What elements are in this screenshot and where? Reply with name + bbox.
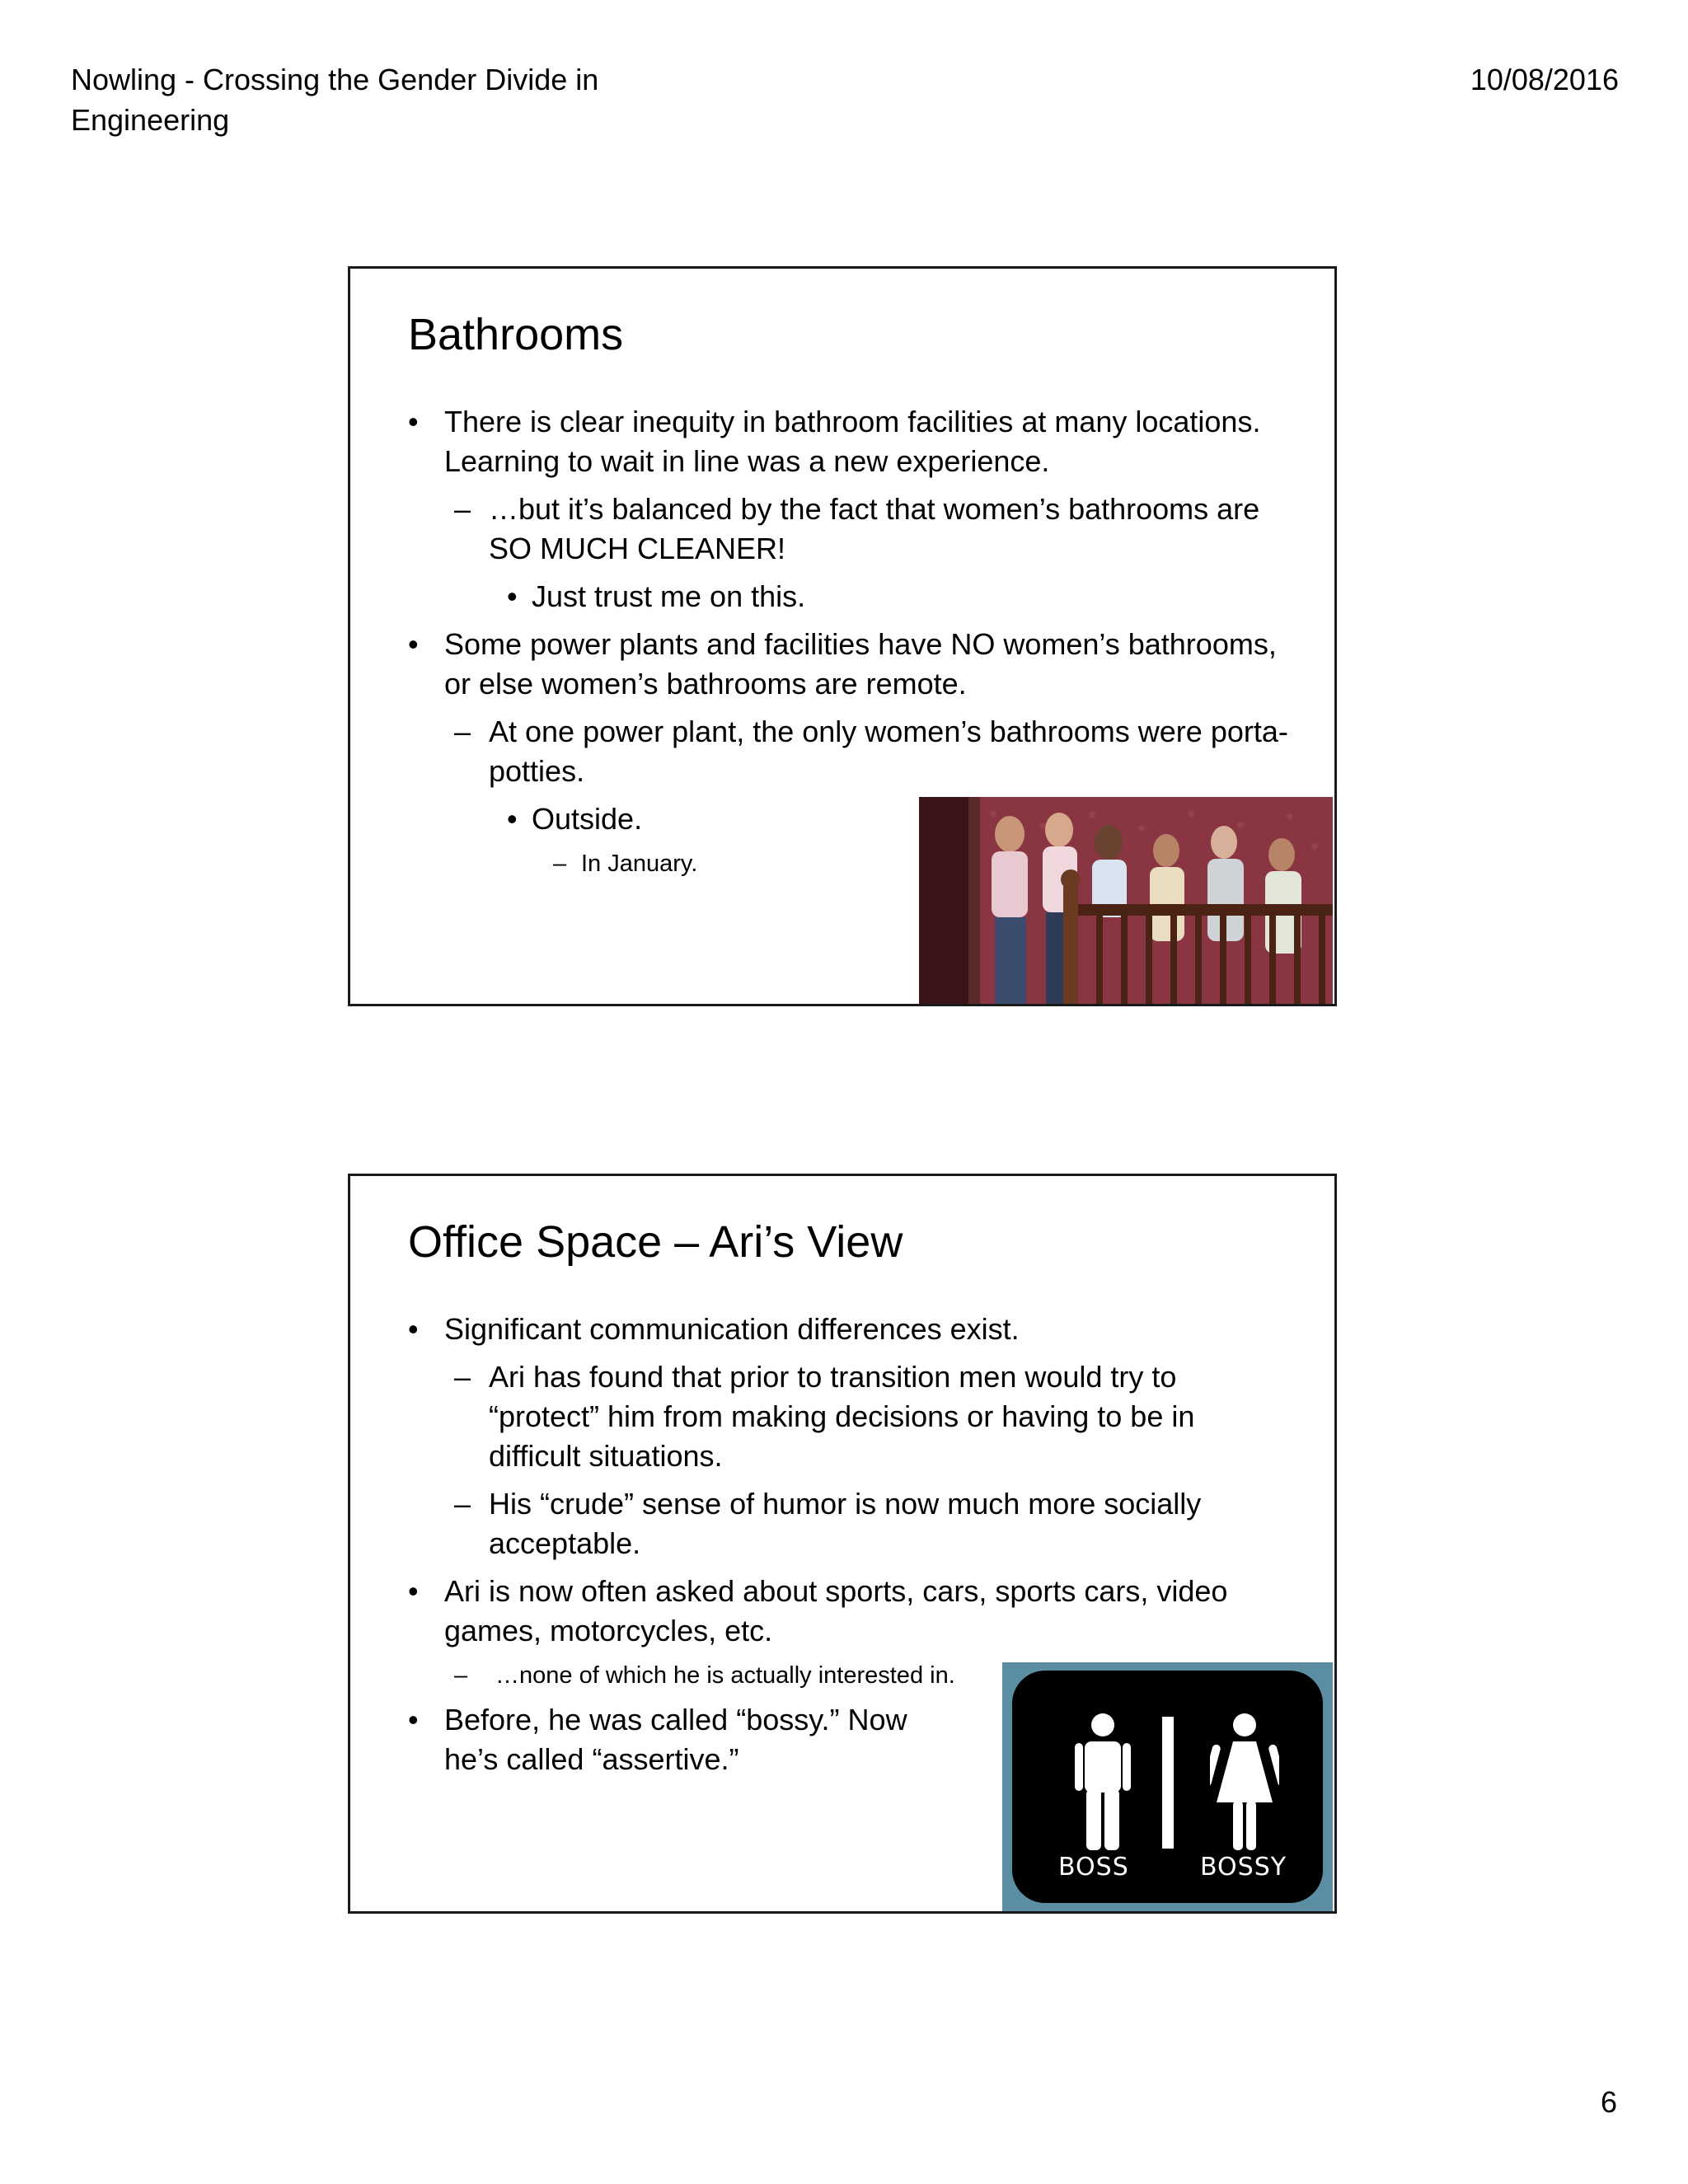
bullet-marker: –: [454, 715, 471, 748]
bullet-marker: •: [408, 1312, 419, 1346]
bullet-text: His “crude” sense of humor is now much more socially acceptable.: [489, 1487, 1202, 1560]
bullet-marker: –: [454, 1487, 471, 1521]
bullet-item: [408, 712, 1290, 791]
bullet-text: Just trust me on this.: [532, 579, 806, 613]
bullet-marker: •: [408, 627, 419, 661]
bullet-marker: •: [408, 405, 419, 438]
bullet-text: Ari has found that prior to transition men would try to “protect” him from making decisions or having to be in difficult situations.: [489, 1360, 1195, 1473]
bullet-text: …none of which he is actually interested in.: [495, 1662, 955, 1689]
bullet-text: …but it’s balanced by the fact that women’s bathrooms are SO MUCH CLEANER!: [489, 492, 1260, 565]
bullet-item: [408, 1572, 1290, 1651]
bullet-item: [408, 402, 1290, 481]
bullet-text: There is clear inequity in bathroom facilities at many locations. Learning to wait in line was a new experience.: [444, 405, 1261, 478]
slide-title: Bathrooms: [408, 310, 624, 359]
slide-office-space: [348, 1174, 1337, 1914]
bullet-text: Ari is now often asked about sports, cars, sports cars, video games, motorcycles, etc.: [444, 1574, 1228, 1647]
bossy-label: BOSSY: [1200, 1853, 1287, 1882]
slide-title: Office Space – Ari’s View: [408, 1217, 903, 1267]
bullet-item: [408, 577, 1290, 616]
man-figure-icon: [1070, 1712, 1136, 1852]
document-header-title: Nowling - Crossing the Gender Divide in Engineering: [71, 63, 599, 137]
bullet-marker: •: [408, 1574, 419, 1608]
bullet-item: [408, 1700, 931, 1779]
slide-bathrooms: [348, 266, 1337, 1006]
bullet-marker: •: [507, 579, 518, 613]
sign-panel: [1012, 1671, 1323, 1903]
bullet-text: Outside.: [532, 802, 643, 836]
bullet-marker: –: [454, 1360, 471, 1394]
bullet-item: [408, 625, 1290, 704]
bullet-item: [408, 1484, 1290, 1563]
bullet-item: [408, 490, 1290, 569]
bullet-text: At one power plant, the only women’s bathrooms were porta-potties.: [489, 715, 1288, 788]
bullet-marker: –: [553, 851, 567, 877]
bullet-text: Before, he was called “bossy.” Now he’s called “assertive.”: [444, 1703, 907, 1776]
bullet-marker: •: [408, 1703, 419, 1736]
boss-label: BOSS: [1058, 1853, 1129, 1882]
document-header-date: 10/08/2016: [1470, 63, 1619, 96]
bullet-item: [408, 1357, 1290, 1476]
bullet-text: Significant communication differences exist.: [444, 1312, 1020, 1346]
bullet-marker: •: [507, 802, 518, 836]
bullet-item: [408, 1310, 1290, 1349]
bullet-marker: –: [454, 1662, 468, 1689]
bullet-marker: –: [454, 492, 471, 526]
bullet-text: Some power plants and facilities have NO women’s bathrooms, or else women’s bathrooms are remote.: [444, 627, 1277, 701]
woman-figure-icon: [1210, 1712, 1279, 1852]
bullet-text: In January.: [581, 851, 698, 877]
boss-bossy-sign-image: [1002, 1662, 1333, 1911]
page-number: 6: [1600, 2085, 1617, 2119]
divider-bar-icon: [1162, 1717, 1174, 1849]
women-waiting-in-line-photo: [919, 797, 1333, 1004]
photo-illustration: [919, 797, 1333, 1004]
